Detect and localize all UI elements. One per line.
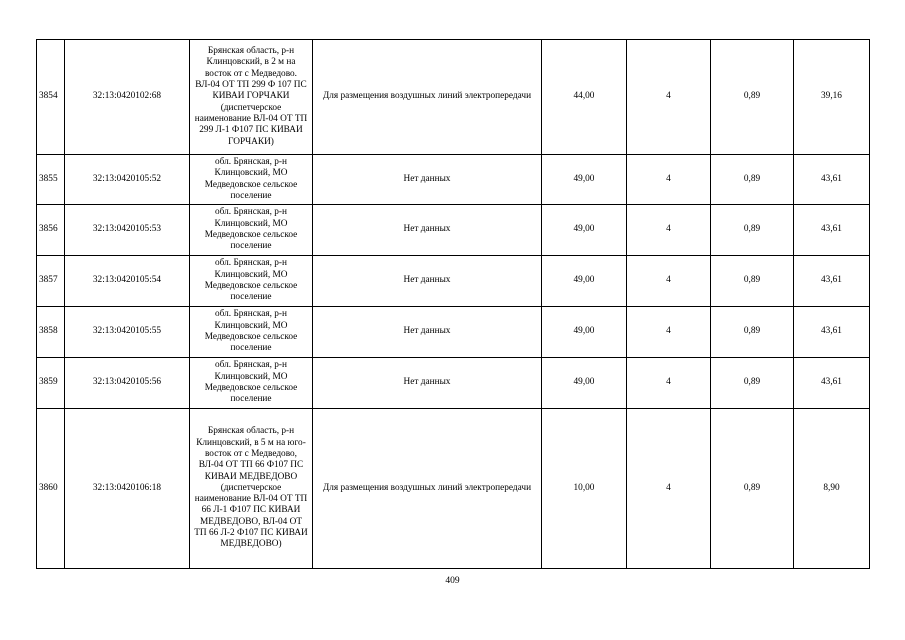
area-cell: 10,00 bbox=[542, 409, 627, 569]
table-row bbox=[37, 307, 870, 358]
amount-cell: 39,16 bbox=[794, 40, 870, 155]
coefficient-cell: 0,89 bbox=[711, 307, 794, 358]
purpose-cell: Для размещения воздушных линий электропередачи bbox=[313, 40, 542, 155]
row-number-cell: 3855 bbox=[37, 155, 65, 205]
row-number-cell: 3859 bbox=[37, 358, 65, 409]
cadastral-number-cell: 32:13:0420105:53 bbox=[65, 205, 190, 256]
address-cell: Брянская область, р-н Клинцовский, в 2 м на восток от с Медведово. ВЛ-04 ОТ ТП 299 Ф 107 ПС КИВАИ ГОРЧАКИ (диспетчерское наименование ВЛ-04 ОТ ТП 299 Л-1 Ф107 ПС КИВАИ ГОРЧАКИ) bbox=[190, 40, 313, 155]
rate-cell: 4 bbox=[627, 40, 711, 155]
table-row bbox=[37, 358, 870, 409]
amount-cell: 43,61 bbox=[794, 358, 870, 409]
table-row bbox=[37, 205, 870, 256]
amount-cell: 43,61 bbox=[794, 205, 870, 256]
area-cell: 49,00 bbox=[542, 307, 627, 358]
coefficient-cell: 0,89 bbox=[711, 40, 794, 155]
land-plots-table bbox=[36, 39, 870, 569]
cadastral-number-cell: 32:13:0420105:54 bbox=[65, 256, 190, 307]
rate-cell: 4 bbox=[627, 409, 711, 569]
table-row bbox=[37, 40, 870, 155]
area-cell: 49,00 bbox=[542, 358, 627, 409]
row-number-cell: 3854 bbox=[37, 40, 65, 155]
coefficient-cell: 0,89 bbox=[711, 358, 794, 409]
address-cell: обл. Брянская, р-н Клинцовский, МО Медведовское сельское поселение bbox=[190, 155, 313, 205]
purpose-cell: Нет данных bbox=[313, 256, 542, 307]
coefficient-cell: 0,89 bbox=[711, 205, 794, 256]
amount-cell: 8,90 bbox=[794, 409, 870, 569]
amount-cell: 43,61 bbox=[794, 307, 870, 358]
address-cell: обл. Брянская, р-н Клинцовский, МО Медведовское сельское поселение bbox=[190, 256, 313, 307]
address-cell: обл. Брянская, р-н Клинцовский, МО Медведовское сельское поселение bbox=[190, 358, 313, 409]
rate-cell: 4 bbox=[627, 155, 711, 205]
cadastral-number-cell: 32:13:0420105:56 bbox=[65, 358, 190, 409]
row-number-cell: 3858 bbox=[37, 307, 65, 358]
cadastral-number-cell: 32:13:0420105:55 bbox=[65, 307, 190, 358]
rate-cell: 4 bbox=[627, 205, 711, 256]
area-cell: 44,00 bbox=[542, 40, 627, 155]
purpose-cell: Нет данных bbox=[313, 205, 542, 256]
purpose-cell: Нет данных bbox=[313, 307, 542, 358]
coefficient-cell: 0,89 bbox=[711, 256, 794, 307]
rate-cell: 4 bbox=[627, 256, 711, 307]
address-cell: обл. Брянская, р-н Клинцовский, МО Медведовское сельское поселение bbox=[190, 307, 313, 358]
cadastral-number-cell: 32:13:0420106:18 bbox=[65, 409, 190, 569]
coefficient-cell: 0,89 bbox=[711, 409, 794, 569]
purpose-cell: Для размещения воздушных линий электропередачи bbox=[313, 409, 542, 569]
row-number-cell: 3860 bbox=[37, 409, 65, 569]
purpose-cell: Нет данных bbox=[313, 358, 542, 409]
table-row bbox=[37, 155, 870, 205]
area-cell: 49,00 bbox=[542, 256, 627, 307]
page-number: 409 bbox=[445, 576, 460, 586]
rate-cell: 4 bbox=[627, 358, 711, 409]
row-number-cell: 3856 bbox=[37, 205, 65, 256]
cadastral-number-cell: 32:13:0420105:52 bbox=[65, 155, 190, 205]
area-cell: 49,00 bbox=[542, 155, 627, 205]
table-row bbox=[37, 409, 870, 569]
table-row bbox=[37, 256, 870, 307]
purpose-cell: Нет данных bbox=[313, 155, 542, 205]
cadastral-number-cell: 32:13:0420102:68 bbox=[65, 40, 190, 155]
row-number-cell: 3857 bbox=[37, 256, 65, 307]
rate-cell: 4 bbox=[627, 307, 711, 358]
amount-cell: 43,61 bbox=[794, 256, 870, 307]
address-cell: Брянская область, р-н Клинцовский, в 5 м на юго-восток от с Медведово, ВЛ-04 ОТ ТП 66 Ф107 ПС КИВАИ МЕДВЕДОВО (диспетчерское наименование ВЛ-04 ОТ ТП 66 Л-1 Ф107 ПС КИВАИ МЕДВЕДОВО, ВЛ-04 ОТ ТП 66 Л-2 Ф107 ПС КИВАИ МЕДВЕДОВО) bbox=[190, 409, 313, 569]
address-cell: обл. Брянская, р-н Клинцовский, МО Медведовское сельское поселение bbox=[190, 205, 313, 256]
coefficient-cell: 0,89 bbox=[711, 155, 794, 205]
area-cell: 49,00 bbox=[542, 205, 627, 256]
amount-cell: 43,61 bbox=[794, 155, 870, 205]
